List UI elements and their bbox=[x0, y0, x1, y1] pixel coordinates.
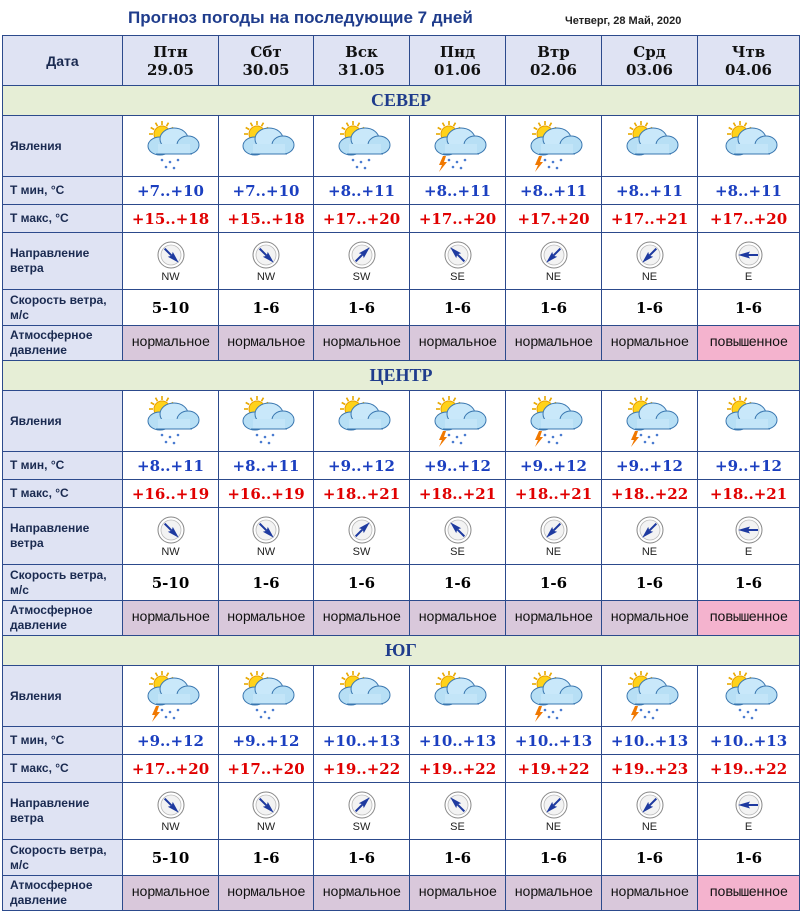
pressure-value: нормальное bbox=[123, 876, 219, 911]
wind-direction-cell bbox=[698, 783, 800, 840]
day-date: 04.06 bbox=[725, 60, 772, 79]
tmax-row bbox=[3, 755, 800, 783]
wind-speed-value: 1-6 bbox=[602, 565, 698, 601]
pressure-value: нормальное bbox=[410, 876, 506, 911]
wind-direction-cell bbox=[314, 233, 410, 290]
day-name: Чтв bbox=[731, 42, 766, 61]
wind-speed-value: 5-10 bbox=[123, 840, 219, 876]
region-row bbox=[3, 361, 800, 391]
wind-speed-value: 1-6 bbox=[410, 840, 506, 876]
row-label: Т мин, °С bbox=[3, 177, 123, 205]
wind-speed-value: 1-6 bbox=[602, 840, 698, 876]
wind-direction-label: NW bbox=[256, 545, 276, 558]
row-label: Т мин, °С bbox=[3, 727, 123, 755]
sun-cloud-thunder-rain-icon bbox=[427, 120, 489, 172]
sun-cloud-rain-icon bbox=[235, 395, 297, 447]
sun-cloud-thunder-rain-icon bbox=[619, 670, 681, 722]
day-header bbox=[602, 36, 698, 86]
sun-cloud-thunder-rain-icon bbox=[140, 670, 202, 722]
wind-direction-icon bbox=[443, 790, 473, 820]
wind-direction-cell bbox=[602, 508, 698, 565]
day-header bbox=[410, 36, 506, 86]
wind-speed-value: 5-10 bbox=[123, 565, 219, 601]
wind-speed-value: 5-10 bbox=[123, 290, 219, 326]
day-date: 02.06 bbox=[530, 60, 577, 79]
phenomena-row bbox=[3, 391, 800, 452]
phenomena-row bbox=[3, 116, 800, 177]
wind-direction-icon bbox=[734, 790, 764, 820]
pressure-value: повышенное bbox=[698, 601, 800, 636]
wind-direction-label: NE bbox=[641, 545, 658, 558]
row-label: Явления bbox=[3, 666, 123, 727]
weather-cell bbox=[602, 116, 698, 177]
region-row bbox=[3, 636, 800, 666]
wind-speed-value: 1-6 bbox=[314, 565, 410, 601]
sun-cloud-thunder-rain-icon bbox=[523, 120, 585, 172]
wind-direction-icon bbox=[443, 515, 473, 545]
day-date: 30.05 bbox=[242, 60, 290, 79]
weather-cell bbox=[314, 116, 410, 177]
tmax-row bbox=[3, 205, 800, 233]
tmin-value: +7..+10 bbox=[219, 177, 314, 205]
tmin-value: +10..+13 bbox=[506, 727, 602, 755]
sun-cloud-rain-icon bbox=[140, 395, 202, 447]
wind-direction-cell bbox=[314, 783, 410, 840]
tmax-value: +17..+20 bbox=[123, 755, 219, 783]
wind-direction-icon bbox=[443, 240, 473, 270]
day-date: 01.06 bbox=[434, 60, 481, 79]
weather-cell bbox=[410, 666, 506, 727]
tmin-value: +9..+12 bbox=[506, 452, 602, 480]
wind-direction-icon bbox=[156, 515, 186, 545]
row-label: Атмосферное давление bbox=[3, 326, 123, 361]
tmax-value: +18..+21 bbox=[410, 480, 506, 508]
pressure-value: нормальное bbox=[314, 876, 410, 911]
wind-direction-icon bbox=[156, 790, 186, 820]
tmax-value: +17..+20 bbox=[410, 205, 506, 233]
weather-cell bbox=[314, 666, 410, 727]
wind-direction-row bbox=[3, 508, 800, 565]
wind-direction-icon bbox=[539, 240, 569, 270]
wind-direction-icon bbox=[635, 240, 665, 270]
tmin-value: +8..+11 bbox=[314, 177, 410, 205]
region-row bbox=[3, 86, 800, 116]
wind-direction-cell bbox=[698, 233, 800, 290]
tmax-value: +18..+21 bbox=[506, 480, 602, 508]
tmin-row bbox=[3, 452, 800, 480]
wind-direction-icon bbox=[251, 790, 281, 820]
wind-direction-icon bbox=[635, 515, 665, 545]
row-label: Т мин, °С bbox=[3, 452, 123, 480]
tmin-value: +8..+11 bbox=[410, 177, 506, 205]
sun-cloud-icon bbox=[718, 120, 780, 172]
wind-direction-icon bbox=[251, 515, 281, 545]
wind-direction-icon bbox=[156, 240, 186, 270]
tmax-value: +17.+20 bbox=[506, 205, 602, 233]
tmin-value: +7..+10 bbox=[123, 177, 219, 205]
weather-cell bbox=[698, 666, 800, 727]
region-title: ЦЕНТР bbox=[3, 361, 800, 391]
wind-direction-label: NE bbox=[545, 820, 562, 833]
weather-cell bbox=[219, 666, 314, 727]
row-label: Направление ветра bbox=[3, 508, 123, 565]
sun-cloud-icon bbox=[331, 395, 393, 447]
pressure-value: нормальное bbox=[602, 601, 698, 636]
wind-speed-value: 1-6 bbox=[506, 840, 602, 876]
tmax-value: +17..+20 bbox=[698, 205, 800, 233]
weather-cell bbox=[219, 391, 314, 452]
wind-direction-cell bbox=[506, 508, 602, 565]
wind-speed-value: 1-6 bbox=[698, 565, 800, 601]
tmax-value: +16..+19 bbox=[219, 480, 314, 508]
tmax-value: +17..+20 bbox=[219, 755, 314, 783]
wind-direction-label: NW bbox=[256, 270, 276, 283]
wind-direction-cell bbox=[410, 233, 506, 290]
sun-cloud-thunder-rain-icon bbox=[427, 395, 489, 447]
wind-direction-label: SE bbox=[450, 545, 465, 558]
tmax-row bbox=[3, 480, 800, 508]
wind-speed-row bbox=[3, 290, 800, 326]
pressure-row bbox=[3, 876, 800, 911]
row-label: Атмосферное давление bbox=[3, 601, 123, 636]
wind-direction-label: NW bbox=[161, 270, 180, 283]
wind-direction-icon bbox=[251, 240, 281, 270]
pressure-value: повышенное bbox=[698, 876, 800, 911]
weather-cell bbox=[506, 666, 602, 727]
sun-cloud-rain-icon bbox=[718, 670, 780, 722]
tmax-value: +18..+22 bbox=[602, 480, 698, 508]
page-title: Прогноз погоды на последующие 7 дней bbox=[128, 8, 473, 27]
tmin-value: +10..+13 bbox=[314, 727, 410, 755]
tmax-value: +19..+22 bbox=[410, 755, 506, 783]
sun-cloud-rain-icon bbox=[331, 120, 393, 172]
weather-cell bbox=[698, 116, 800, 177]
wind-speed-value: 1-6 bbox=[602, 290, 698, 326]
wind-direction-cell bbox=[698, 508, 800, 565]
wind-speed-value: 1-6 bbox=[314, 840, 410, 876]
day-header bbox=[219, 36, 314, 86]
weather-cell bbox=[410, 391, 506, 452]
day-name: Сбт bbox=[250, 42, 282, 61]
sun-cloud-icon bbox=[331, 670, 393, 722]
weather-cell bbox=[410, 116, 506, 177]
row-label: Атмосферное давление bbox=[3, 876, 123, 911]
wind-speed-value: 1-6 bbox=[506, 290, 602, 326]
row-label: Т макс, °С bbox=[3, 480, 123, 508]
date-header: Дата bbox=[3, 36, 123, 86]
row-label: Направление ветра bbox=[3, 783, 123, 840]
pressure-value: нормальное bbox=[123, 601, 219, 636]
pressure-value: нормальное bbox=[219, 326, 314, 361]
day-date: 31.05 bbox=[338, 60, 385, 79]
tmax-value: +18..+21 bbox=[314, 480, 410, 508]
wind-direction-label: E bbox=[744, 545, 753, 558]
weather-cell bbox=[506, 391, 602, 452]
wind-direction-label: NE bbox=[545, 545, 562, 558]
pressure-value: нормальное bbox=[602, 326, 698, 361]
wind-direction-label: SW bbox=[352, 820, 371, 833]
tmin-value: +9..+12 bbox=[123, 727, 219, 755]
pressure-value: повышенное bbox=[698, 326, 800, 361]
wind-direction-cell bbox=[506, 783, 602, 840]
current-date: Четверг, 28 Май, 2020 bbox=[565, 15, 682, 27]
wind-direction-icon bbox=[734, 515, 764, 545]
wind-speed-value: 1-6 bbox=[219, 290, 314, 326]
sun-cloud-icon bbox=[235, 120, 297, 172]
weather-cell bbox=[219, 116, 314, 177]
region-title: ЮГ bbox=[3, 636, 800, 666]
tmin-value: +8..+11 bbox=[219, 452, 314, 480]
wind-speed-row bbox=[3, 565, 800, 601]
wind-direction-cell bbox=[602, 233, 698, 290]
pressure-value: нормальное bbox=[219, 876, 314, 911]
tmin-value: +9..+12 bbox=[410, 452, 506, 480]
phenomena-row bbox=[3, 666, 800, 727]
sun-cloud-thunder-rain-icon bbox=[523, 670, 585, 722]
sun-cloud-icon bbox=[718, 395, 780, 447]
wind-direction-label: E bbox=[744, 820, 753, 833]
sun-cloud-icon bbox=[619, 120, 681, 172]
tmin-value: +8..+11 bbox=[506, 177, 602, 205]
wind-direction-icon bbox=[539, 515, 569, 545]
pressure-row bbox=[3, 601, 800, 636]
weather-cell bbox=[698, 391, 800, 452]
tmin-value: +9..+12 bbox=[219, 727, 314, 755]
pressure-value: нормальное bbox=[506, 601, 602, 636]
day-date: 03.06 bbox=[626, 60, 673, 79]
header-row bbox=[3, 36, 800, 86]
wind-direction-row bbox=[3, 233, 800, 290]
wind-direction-label: SE bbox=[450, 820, 465, 833]
page-header bbox=[0, 0, 800, 36]
tmin-value: +10..+13 bbox=[602, 727, 698, 755]
pressure-value: нормальное bbox=[506, 326, 602, 361]
wind-speed-value: 1-6 bbox=[410, 565, 506, 601]
wind-direction-label: NE bbox=[545, 270, 562, 283]
weather-cell bbox=[602, 666, 698, 727]
tmin-value: +10..+13 bbox=[410, 727, 506, 755]
wind-direction-label: NW bbox=[256, 820, 276, 833]
sun-cloud-thunder-rain-icon bbox=[619, 395, 681, 447]
weather-cell bbox=[123, 116, 219, 177]
row-label: Скорость ветра, м/с bbox=[3, 565, 123, 601]
tmin-row bbox=[3, 177, 800, 205]
tmin-value: +8..+11 bbox=[602, 177, 698, 205]
wind-direction-cell bbox=[219, 783, 314, 840]
wind-direction-icon bbox=[347, 790, 377, 820]
pressure-value: нормальное bbox=[314, 601, 410, 636]
day-name: Втр bbox=[537, 42, 570, 61]
wind-direction-icon bbox=[734, 240, 764, 270]
tmax-value: +16..+19 bbox=[123, 480, 219, 508]
row-label: Т макс, °С bbox=[3, 205, 123, 233]
weather-cell bbox=[602, 391, 698, 452]
wind-direction-cell bbox=[123, 508, 219, 565]
wind-direction-label: NW bbox=[161, 820, 180, 833]
wind-speed-row bbox=[3, 840, 800, 876]
tmin-row bbox=[3, 727, 800, 755]
wind-speed-value: 1-6 bbox=[506, 565, 602, 601]
wind-direction-cell bbox=[506, 233, 602, 290]
row-label: Скорость ветра, м/с bbox=[3, 840, 123, 876]
wind-direction-row bbox=[3, 783, 800, 840]
tmax-value: +17..+21 bbox=[602, 205, 698, 233]
wind-direction-icon bbox=[539, 790, 569, 820]
wind-speed-value: 1-6 bbox=[219, 840, 314, 876]
wind-direction-label: NE bbox=[641, 820, 658, 833]
tmax-value: +18..+21 bbox=[698, 480, 800, 508]
tmax-value: +19..+22 bbox=[314, 755, 410, 783]
day-date: 29.05 bbox=[147, 60, 194, 79]
tmax-value: +19..+22 bbox=[698, 755, 800, 783]
tmin-value: +10..+13 bbox=[698, 727, 800, 755]
row-label: Т макс, °С bbox=[3, 755, 123, 783]
wind-speed-value: 1-6 bbox=[410, 290, 506, 326]
weather-cell bbox=[506, 116, 602, 177]
day-name: Пнд bbox=[439, 42, 476, 61]
sun-cloud-rain-icon bbox=[140, 120, 202, 172]
day-name: Вск bbox=[345, 42, 378, 61]
pressure-value: нормальное bbox=[410, 326, 506, 361]
wind-direction-cell bbox=[123, 783, 219, 840]
wind-direction-cell bbox=[219, 233, 314, 290]
tmax-value: +19..+23 bbox=[602, 755, 698, 783]
day-header bbox=[314, 36, 410, 86]
sun-cloud-thunder-rain-icon bbox=[523, 395, 585, 447]
wind-direction-cell bbox=[314, 508, 410, 565]
wind-direction-label: SW bbox=[352, 270, 371, 283]
wind-direction-label: NW bbox=[161, 545, 180, 558]
forecast-table bbox=[2, 35, 800, 911]
wind-speed-value: 1-6 bbox=[314, 290, 410, 326]
sun-cloud-icon bbox=[427, 670, 489, 722]
wind-speed-value: 1-6 bbox=[219, 565, 314, 601]
pressure-row bbox=[3, 326, 800, 361]
day-header bbox=[698, 36, 800, 86]
tmax-value: +15..+18 bbox=[123, 205, 219, 233]
tmin-value: +8..+11 bbox=[123, 452, 219, 480]
wind-direction-icon bbox=[635, 790, 665, 820]
pressure-value: нормальное bbox=[123, 326, 219, 361]
weather-cell bbox=[123, 391, 219, 452]
wind-speed-value: 1-6 bbox=[698, 840, 800, 876]
tmin-value: +8..+11 bbox=[698, 177, 800, 205]
wind-direction-icon bbox=[347, 240, 377, 270]
sun-cloud-rain-icon bbox=[235, 670, 297, 722]
wind-direction-cell bbox=[410, 508, 506, 565]
weather-cell bbox=[314, 391, 410, 452]
day-header bbox=[123, 36, 219, 86]
pressure-value: нормальное bbox=[219, 601, 314, 636]
day-name: Птн bbox=[153, 42, 188, 61]
tmax-value: +15..+18 bbox=[219, 205, 314, 233]
pressure-value: нормальное bbox=[602, 876, 698, 911]
region-title: СЕВЕР bbox=[3, 86, 800, 116]
pressure-value: нормальное bbox=[506, 876, 602, 911]
wind-direction-cell bbox=[219, 508, 314, 565]
wind-speed-value: 1-6 bbox=[698, 290, 800, 326]
day-name: Срд bbox=[633, 42, 666, 61]
wind-direction-cell bbox=[602, 783, 698, 840]
wind-direction-label: NE bbox=[641, 270, 658, 283]
wind-direction-icon bbox=[347, 515, 377, 545]
wind-direction-cell bbox=[410, 783, 506, 840]
tmin-value: +9..+12 bbox=[698, 452, 800, 480]
wind-direction-label: E bbox=[744, 270, 753, 283]
tmax-value: +19.+22 bbox=[506, 755, 602, 783]
row-label: Скорость ветра, м/с bbox=[3, 290, 123, 326]
row-label: Явления bbox=[3, 391, 123, 452]
pressure-value: нормальное bbox=[314, 326, 410, 361]
wind-direction-label: SW bbox=[352, 545, 371, 558]
wind-direction-cell bbox=[123, 233, 219, 290]
tmin-value: +9..+12 bbox=[314, 452, 410, 480]
day-header bbox=[506, 36, 602, 86]
row-label: Направление ветра bbox=[3, 233, 123, 290]
weather-cell bbox=[123, 666, 219, 727]
wind-direction-label: SE bbox=[450, 270, 465, 283]
row-label: Явления bbox=[3, 116, 123, 177]
pressure-value: нормальное bbox=[410, 601, 506, 636]
tmin-value: +9..+12 bbox=[602, 452, 698, 480]
tmax-value: +17..+20 bbox=[314, 205, 410, 233]
